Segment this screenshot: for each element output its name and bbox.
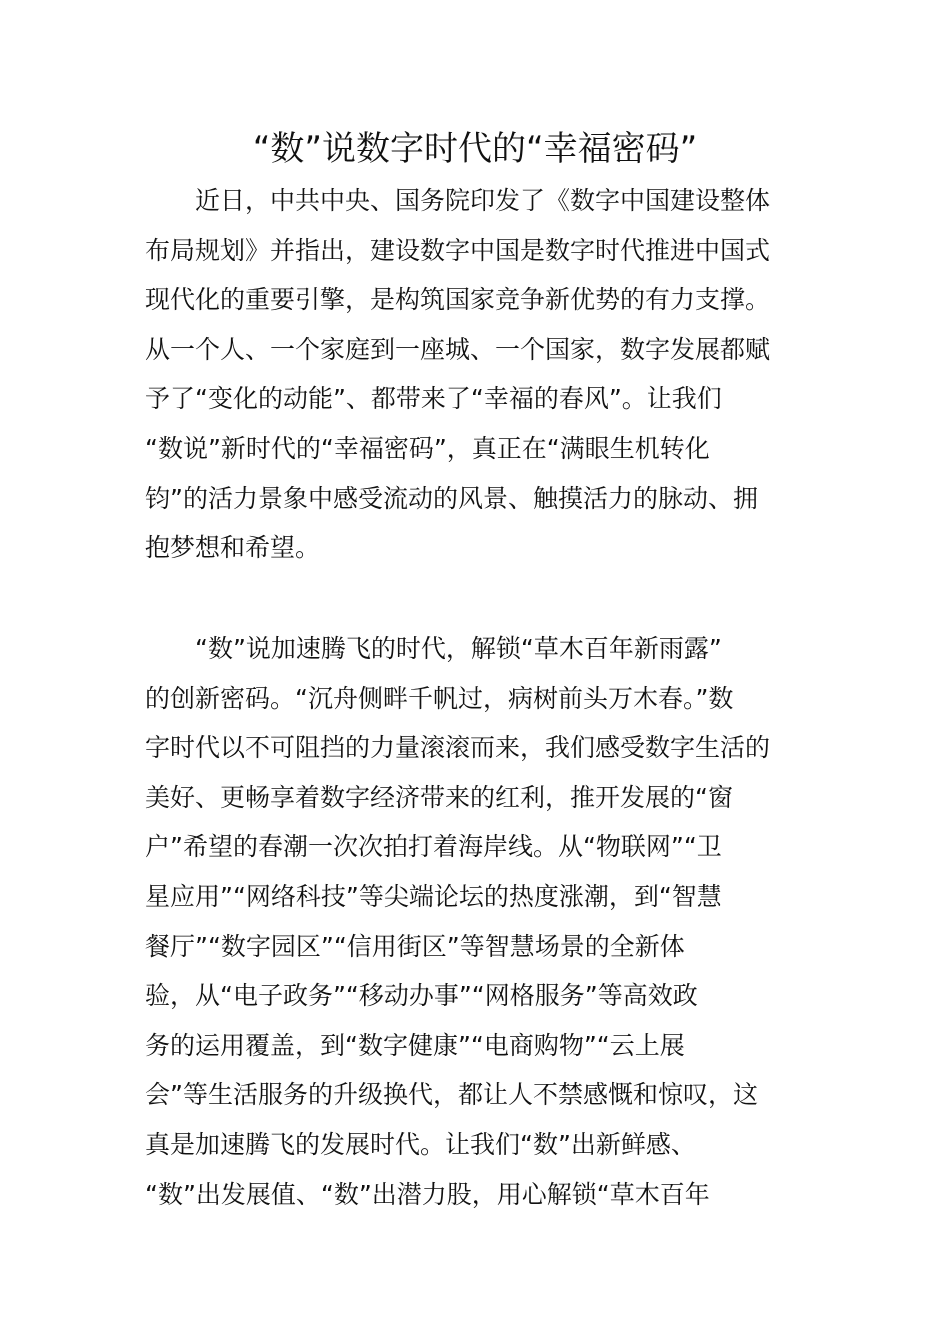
paragraph-line: “数说”新时代的“幸福密码”，真正在“满眼生机转化 — [145, 433, 710, 463]
paragraph-line: 星应用”“网络科技”等尖端论坛的热度涨潮，到“智慧 — [145, 881, 722, 911]
paragraph-line: 抱梦想和希望。 — [145, 533, 321, 563]
paragraph-line: 予了“变化的动能”、都带来了“幸福的春风”。让我们 — [145, 384, 722, 414]
paragraph-line: 布局规划》并指出，建设数字中国是数字时代推进中国式 — [145, 235, 771, 265]
paragraph-line: 餐厅”“数字园区”“信用街区”等智慧场景的全新体 — [145, 931, 685, 961]
paragraph-line: 从一个人、一个家庭到一座城、一个国家，数字发展都赋 — [145, 334, 771, 364]
paragraph-line: 验，从“电子政务”“移动办事”“网格服务”等高效政 — [145, 981, 698, 1011]
paragraph-2 — [145, 624, 815, 1219]
paragraph-1 — [145, 176, 815, 573]
paragraph-line: 务的运用覆盖，到“数字健康”“电商购物”“云上展 — [145, 1030, 685, 1060]
paragraph-line: 真是加速腾飞的发展时代。让我们“数”出新鲜感、 — [145, 1129, 696, 1159]
paragraph-line: 字时代以不可阻挡的力量滚滚而来，我们感受数字生活的 — [145, 733, 771, 763]
paragraph-line: 会”等生活服务的升级换代，都让人不禁感慨和惊叹，这 — [145, 1080, 758, 1110]
document-title: “数”说数字时代的“幸福密码” — [252, 129, 698, 169]
paragraph-line: 现代化的重要引擎，是构筑国家竞争新优势的有力支撑。 — [145, 285, 771, 315]
paragraph-line: 户”希望的春潮一次次拍打着海岸线。从“物联网”“卫 — [145, 832, 722, 862]
paragraph-line: “数”出发展值、“数”出潜力股，用心解锁“草木百年 — [145, 1179, 710, 1209]
paragraph-line: 钧”的活力景象中感受流动的风景、触摸活力的脉动、拥 — [145, 483, 758, 513]
paragraph-line: 近日，中共中央、国务院印发了《数字中国建设整体 — [195, 186, 771, 215]
paragraph-line: 美好、更畅享着数字经济带来的红利，推开发展的“窗 — [145, 782, 733, 812]
paragraph-line: 的创新密码。“沉舟侧畔千帆过，病树前头万木春。”数 — [145, 683, 734, 713]
paragraph-line: “数”说加速腾飞的时代，解锁“草木百年新雨露” — [195, 634, 722, 663]
